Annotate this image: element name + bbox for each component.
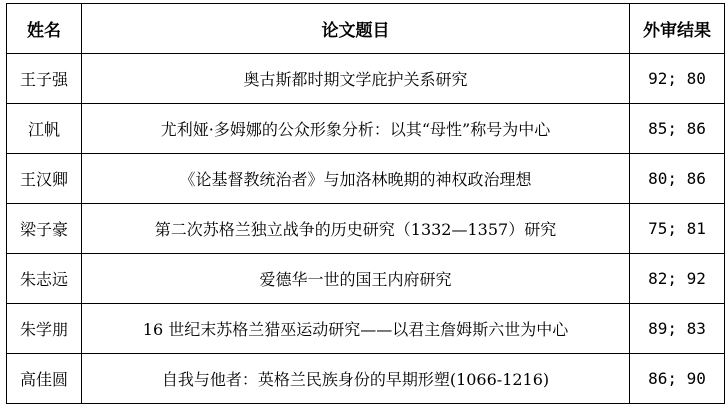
- review-scores: 80; 86: [630, 154, 725, 204]
- table-row: [7, 254, 725, 304]
- thesis-title: 爱德华一世的国王内府研究: [82, 254, 630, 304]
- thesis-title: 《论基督教统治者》与加洛林晚期的神权政治理想: [82, 154, 630, 204]
- student-name: 江帆: [7, 104, 82, 154]
- thesis-title: 第二次苏格兰独立战争的历史研究（1332—1357）研究: [82, 204, 630, 254]
- review-scores: 86; 90: [630, 354, 725, 404]
- table-row: [7, 104, 725, 154]
- table-row: [7, 54, 725, 104]
- review-scores: 92; 80: [630, 54, 725, 104]
- review-scores: 89; 83: [630, 304, 725, 354]
- table-header-row: [7, 4, 725, 54]
- review-scores: 82; 92: [630, 254, 725, 304]
- thesis-review-table: [6, 3, 725, 404]
- student-name: 朱学朋: [7, 304, 82, 354]
- thesis-title: 奥古斯都时期文学庇护关系研究: [82, 54, 630, 104]
- header-name: 姓名: [7, 4, 82, 54]
- student-name: 王子强: [7, 54, 82, 104]
- table-row: [7, 304, 725, 354]
- thesis-title: 尤利娅·多姆娜的公众形象分析：以其“母性”称号为中心: [82, 104, 630, 154]
- thesis-title: 自我与他者：英格兰民族身份的早期形塑(1066-1216): [82, 354, 630, 404]
- review-scores: 75; 81: [630, 204, 725, 254]
- table-row: [7, 354, 725, 404]
- student-name: 朱志远: [7, 254, 82, 304]
- student-name: 梁子豪: [7, 204, 82, 254]
- table-row: [7, 154, 725, 204]
- student-name: 王汉卿: [7, 154, 82, 204]
- review-scores: 85; 86: [630, 104, 725, 154]
- student-name: 高佳圆: [7, 354, 82, 404]
- header-review-result: 外审结果: [630, 4, 725, 54]
- header-thesis-title: 论文题目: [82, 4, 630, 54]
- table-row: [7, 204, 725, 254]
- thesis-title: 16 世纪末苏格兰猎巫运动研究——以君主詹姆斯六世为中心: [82, 304, 630, 354]
